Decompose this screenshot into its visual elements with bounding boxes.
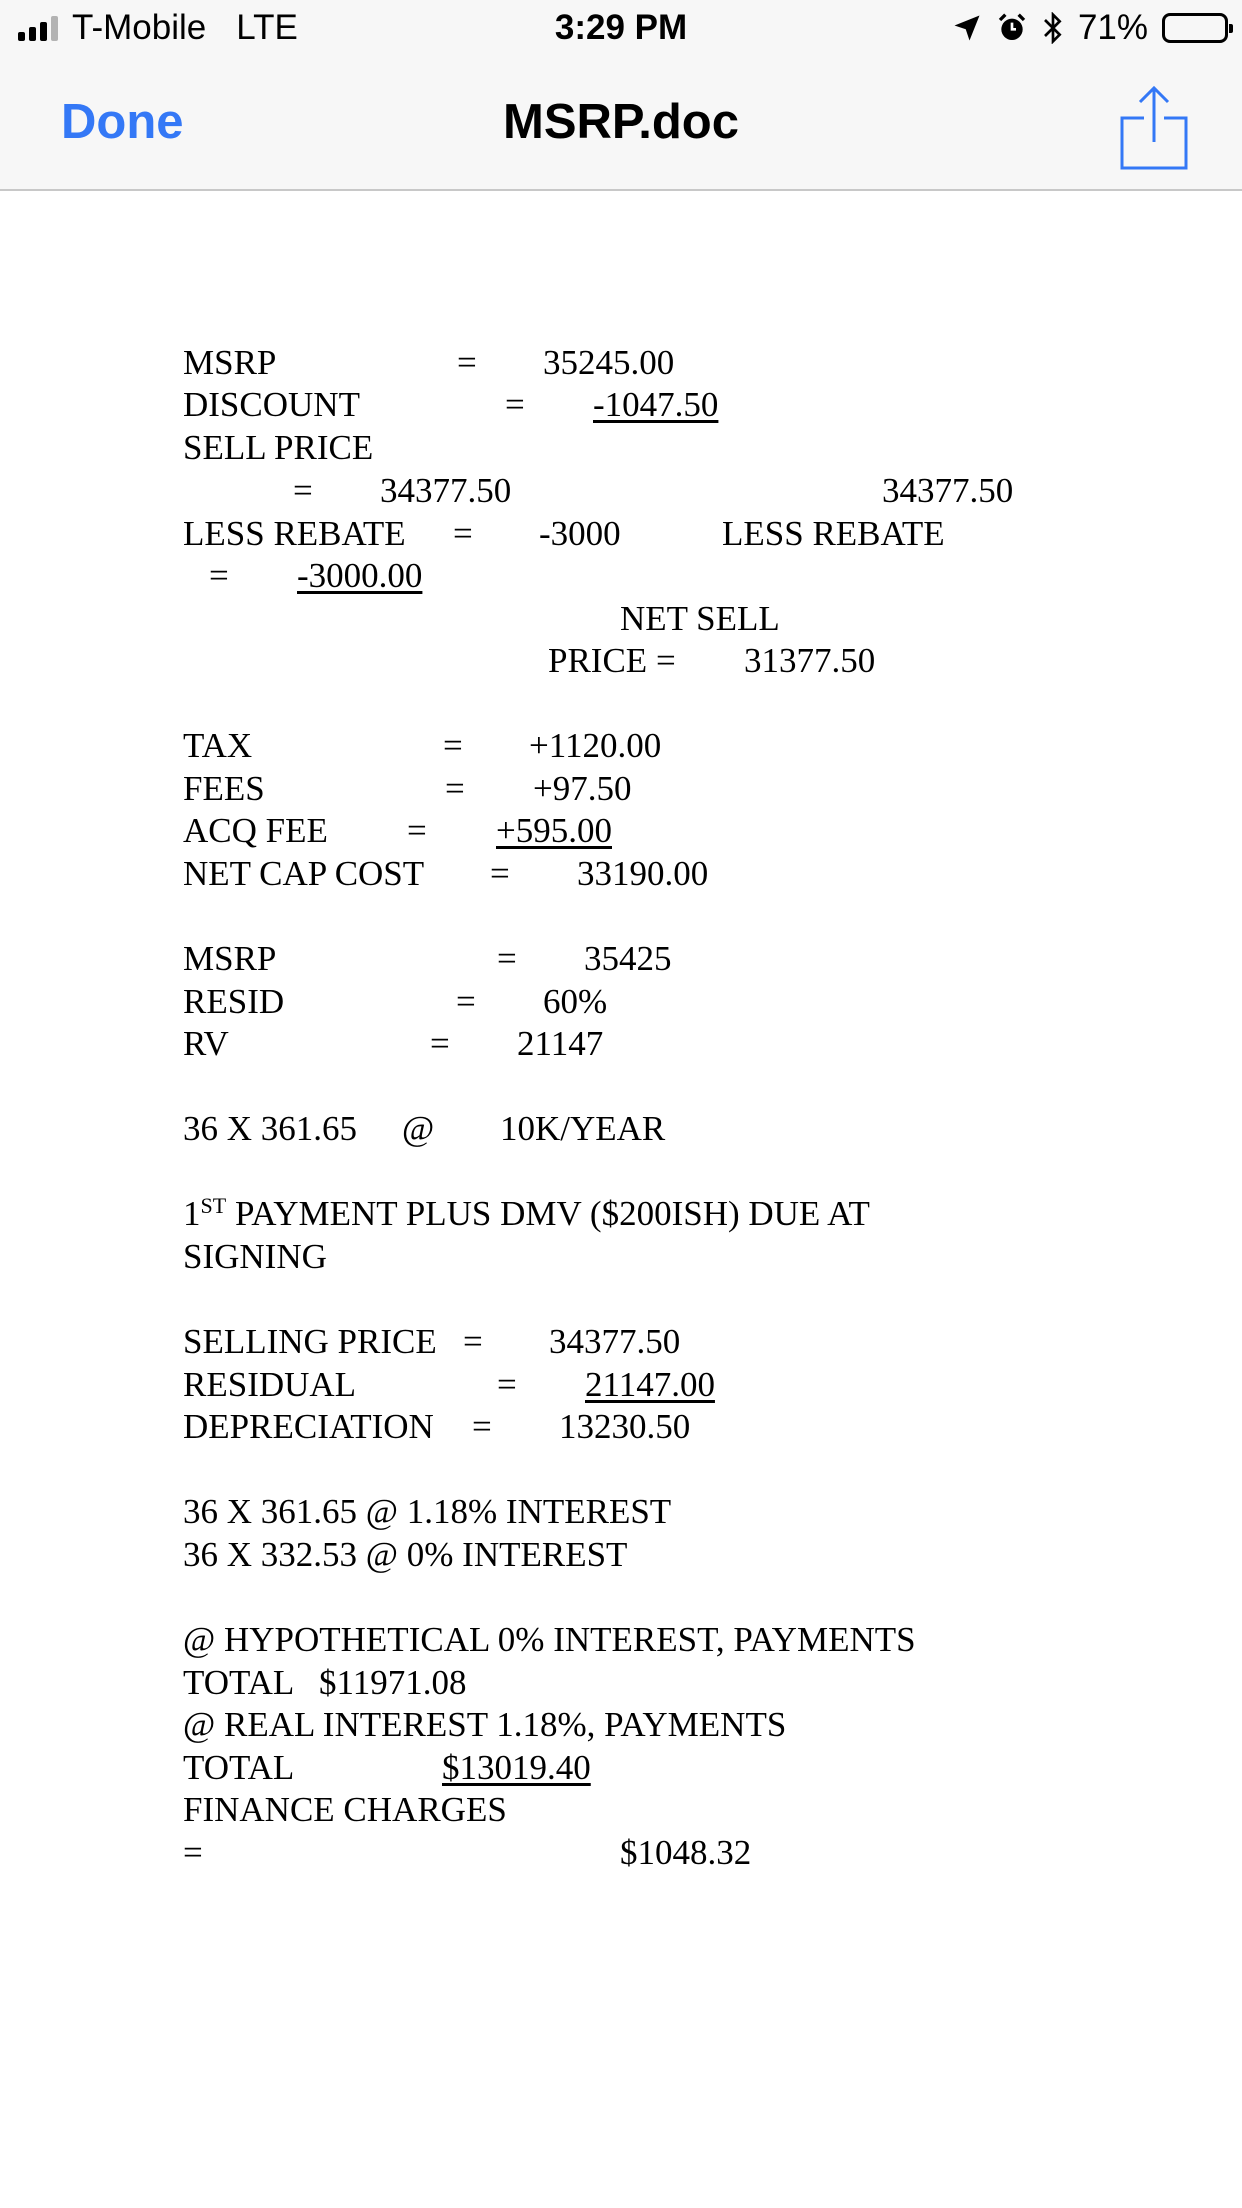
status-bar (0, 0, 1242, 62)
residual-label: RESIDUAL (183, 1365, 357, 1404)
tax-equals: = (443, 726, 463, 765)
hypothetical-line: @ HYPOTHETICAL 0% INTEREST, PAYMENTS (183, 1620, 916, 1659)
real-interest-line: @ REAL INTEREST 1.18%, PAYMENTS (183, 1705, 787, 1744)
network-type: LTE (236, 8, 298, 47)
acq-fee-label: ACQ FEE (183, 811, 328, 850)
rv-value: 21147 (517, 1024, 604, 1063)
msrp-label: MSRP (183, 343, 277, 382)
finance-charges-label: FINANCE CHARGES (183, 1790, 507, 1829)
fees-value: +97.50 (533, 769, 632, 808)
tax-label: TAX (183, 726, 253, 765)
acq-fee-value: +595.00 (496, 811, 612, 850)
done-button[interactable]: Done (61, 95, 184, 149)
net-cap-cost-label: NET CAP COST (183, 854, 425, 893)
total2-label: TOTAL (183, 1748, 295, 1787)
status-time: 3:29 PM (554, 8, 688, 47)
finance-charges-equals: = (183, 1833, 203, 1872)
term-right: 10K/YEAR (500, 1109, 666, 1148)
payment-line (183, 1193, 870, 1233)
tax-value: +1120.00 (529, 726, 662, 765)
msrp-value: 35245.00 (543, 343, 675, 382)
sell-price-value: 34377.50 (380, 471, 512, 510)
sell-price-equals: = (293, 471, 313, 510)
msrp2-value: 35425 (584, 939, 672, 978)
rebate-label: LESS REBATE (183, 514, 406, 553)
sell-price-label: SELL PRICE (183, 428, 374, 467)
net-price-value: 31377.50 (744, 641, 876, 680)
msrp2-equals: = (497, 939, 517, 978)
rebate-label-right: LESS REBATE (722, 514, 945, 553)
document-title: MSRP.doc (503, 95, 739, 149)
term-at: @ (402, 1109, 435, 1148)
rv-equals: = (430, 1024, 450, 1063)
acq-fee-equals: = (407, 811, 427, 850)
payment-number: 1 (183, 1194, 201, 1233)
alarm-icon (996, 12, 1028, 44)
document-content (0, 191, 1242, 2208)
total1-label: TOTAL (183, 1663, 295, 1702)
net-sell-label: NET SELL (620, 599, 780, 638)
rv-label: RV (183, 1024, 229, 1063)
residual-value: 21147.00 (585, 1365, 715, 1404)
finance-charges-value: $1048.32 (620, 1833, 752, 1872)
resid-equals: = (456, 982, 476, 1021)
depreciation-label: DEPRECIATION (183, 1407, 434, 1446)
fees-label: FEES (183, 769, 265, 808)
payment-text: PAYMENT PLUS DMV ($200ISH) DUE AT (226, 1194, 870, 1233)
residual-equals: = (497, 1365, 517, 1404)
depreciation-value: 13230.50 (559, 1407, 691, 1446)
msrp2-label: MSRP (183, 939, 277, 978)
net-cap-cost-equals: = (490, 854, 510, 893)
resid-label: RESID (183, 982, 285, 1021)
msrp-equals: = (457, 343, 477, 382)
term-left: 36 X 361.65 (183, 1109, 358, 1148)
net-cap-cost-value: 33190.00 (577, 854, 709, 893)
resid-value: 60% (543, 982, 608, 1021)
battery-icon (1162, 13, 1228, 43)
discount-value: -1047.50 (593, 385, 719, 424)
share-icon[interactable] (1118, 84, 1190, 170)
signing-line: SIGNING (183, 1237, 327, 1276)
selling-price-value: 34377.50 (549, 1322, 681, 1361)
rebate-equals: = (453, 514, 473, 553)
location-arrow-icon (952, 13, 982, 43)
total1-value: $11971.08 (319, 1663, 467, 1702)
depreciation-equals: = (472, 1407, 492, 1446)
selling-price-label: SELLING PRICE (183, 1322, 437, 1361)
status-right (952, 8, 1228, 48)
rebate2-equals: = (209, 556, 229, 595)
net-price-label: PRICE = (548, 641, 676, 680)
fees-equals: = (445, 769, 465, 808)
sell-price-value-right: 34377.50 (882, 471, 1014, 510)
bluetooth-icon (1042, 12, 1064, 44)
discount-equals: = (505, 385, 525, 424)
navigation-bar (0, 62, 1242, 191)
total2-value: $13019.40 (442, 1748, 591, 1787)
interest-line-1: 36 X 361.65 @ 1.18% INTEREST (183, 1492, 672, 1531)
carrier-name: T-Mobile (72, 8, 207, 47)
payment-superscript: ST (200, 1193, 227, 1218)
discount-label: DISCOUNT (183, 385, 360, 424)
battery-percent: 71% (1077, 8, 1148, 47)
interest-line-2: 36 X 332.53 @ 0% INTEREST (183, 1535, 628, 1574)
selling-price-equals: = (463, 1322, 483, 1361)
rebate2-value: -3000.00 (297, 556, 423, 595)
rebate-value: -3000 (539, 514, 621, 553)
